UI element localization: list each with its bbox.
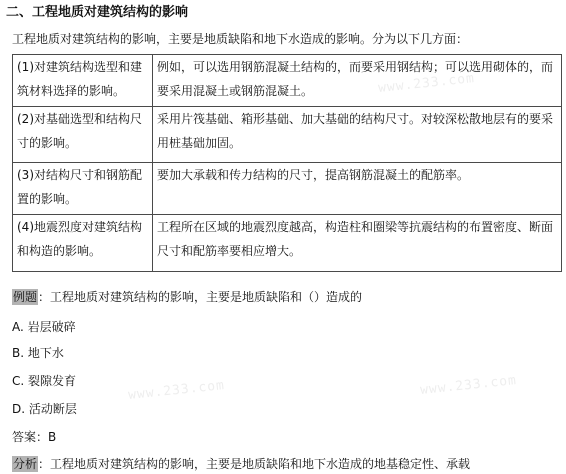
table-row — [13, 55, 562, 107]
aspect-cell: (4)地震烈度对建筑结构和构造的影响。 — [13, 215, 153, 272]
watermark: www.233.com — [127, 377, 226, 404]
watermark: www.233.com — [377, 70, 476, 97]
watermark: www.233.com — [419, 372, 518, 399]
intro-paragraph: 工程地质对建筑结构的影响，主要是地质缺陷和地下水造成的影响。分为以下几方面： — [12, 32, 469, 46]
example-question-text: ：工程地质对建筑结构的影响，主要是地质缺陷和（）造成的 — [38, 290, 363, 304]
analysis-tag: 分析 — [13, 457, 38, 471]
detail-cell: 工程所在区域的地震烈度越高，构造柱和圈梁等抗震结构的布置密度、断面尺寸和配筋率要相应增大。 — [153, 215, 562, 272]
detail-cell: 要加大承载和传力结构的尺寸，提高钢筋混凝土的配筋率。 — [153, 163, 562, 215]
detail-cell: 采用片筏基础、箱形基础、加大基础的结构尺寸。对较深松散地层有的要采用桩基础加固。 — [153, 107, 562, 163]
example-question — [12, 288, 362, 305]
example-tag: 例题 — [13, 290, 38, 304]
section-heading: 二、工程地质对建筑结构的影响 — [6, 5, 189, 20]
option-a: A. 岩层破碎 — [12, 320, 76, 334]
aspect-cell: (3)对结构尺寸和钢筋配置的影响。 — [13, 163, 153, 215]
aspect-cell: (2)对基础选型和结构尺寸的影响。 — [13, 107, 153, 163]
option-d: D. 活动断层 — [12, 402, 77, 416]
impact-table — [12, 54, 562, 272]
table-row — [13, 163, 562, 215]
aspect-cell: (1)对建筑结构选型和建筑材料选择的影响。 — [13, 55, 153, 107]
detail-cell: 例如，可以选用钢筋混凝土结构的，而要采用钢结构；可以选用砌体的，而要采用混凝土或钢筋混凝土。 — [153, 55, 562, 107]
table-row — [13, 215, 562, 272]
analysis-line — [12, 455, 470, 472]
answer-line: 答案：B — [12, 430, 57, 444]
analysis-text: ：工程地质对建筑结构的影响，主要是地质缺陷和地下水造成的地基稳定性、承载 — [38, 457, 471, 471]
table-row — [13, 107, 562, 163]
option-c: C. 裂隙发育 — [12, 374, 77, 388]
option-b: B. 地下水 — [12, 346, 64, 360]
